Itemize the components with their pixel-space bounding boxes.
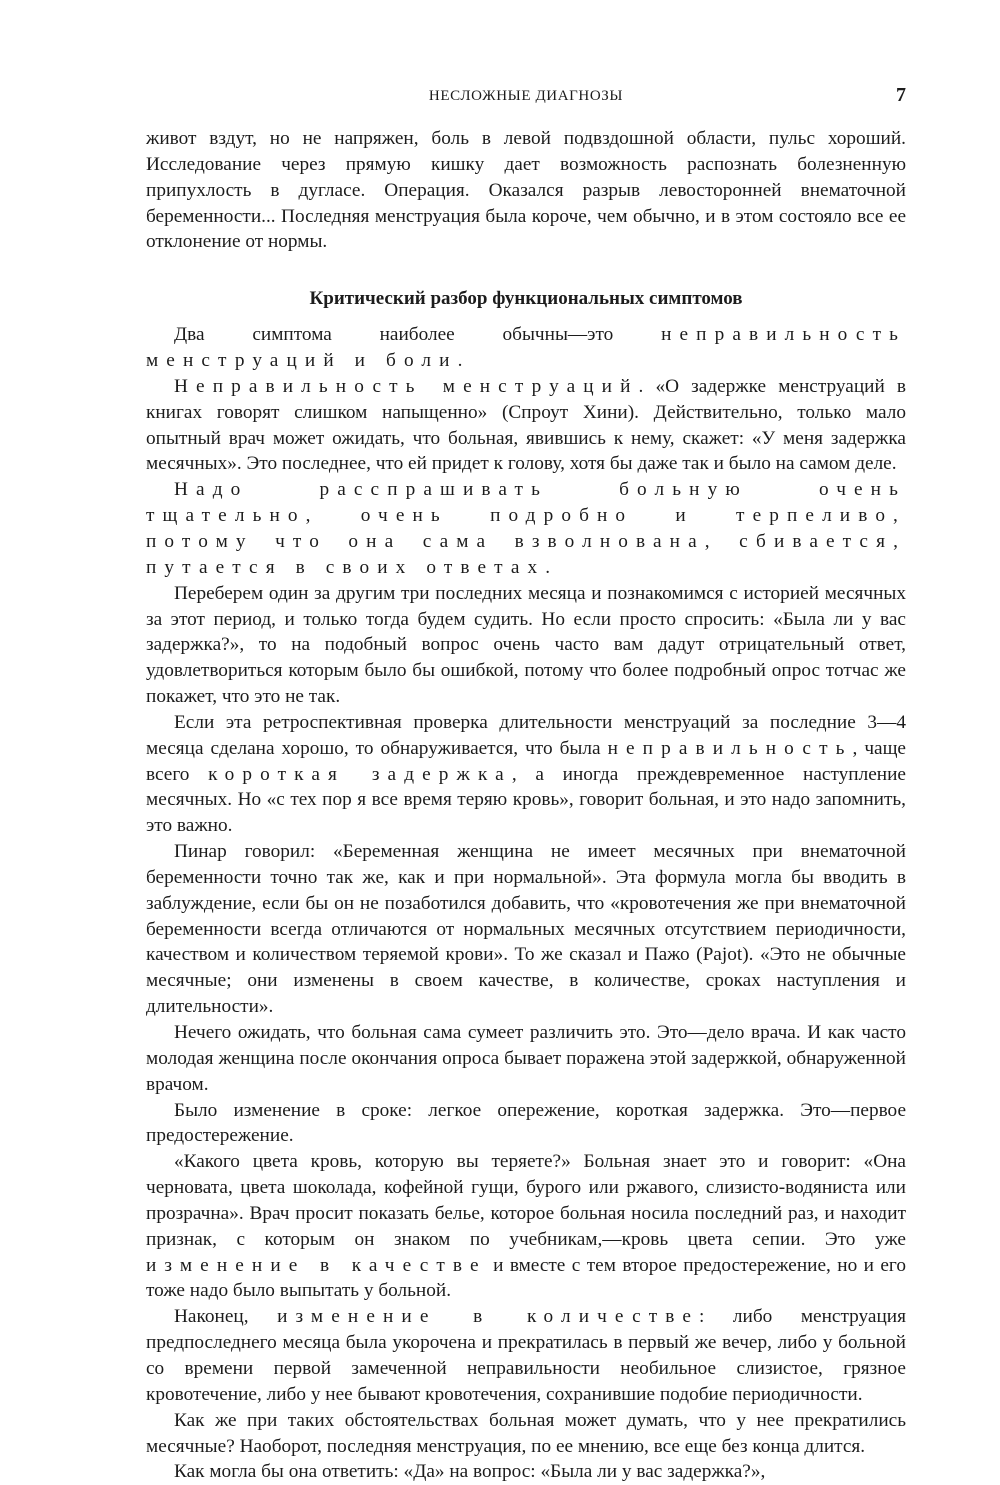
paragraph-patient-belief: Как же при таких обстоятельствах больная может думать, что у нее прекратились месячные? Наоборот, последняя менструация, по ее мнению, все еще без конца длится.	[146, 1409, 906, 1457]
paragraph-doctor-task: Нечего ожидать, что больная сама сумеет различить это. Это—дело врача. И как часто молодая женщина после окончания опроса бывает поражена этой задержкой, обнаруженной врачом.	[146, 1022, 906, 1095]
paragraph-quantity-change	[146, 1304, 906, 1407]
spaced-emphasis: неправильность менструаций и боли	[146, 324, 906, 372]
running-header	[146, 84, 906, 108]
spaced-emphasis: Надо расспрашивать больную очень тщательно, очень подробно и терпеливо, потому что она сама взволнована, сбивается, путается в своих ответах	[146, 479, 906, 578]
paragraph-careful-questioning	[146, 477, 906, 580]
paragraph-menstrual-irregularity	[146, 374, 906, 477]
text-run: Наконец,	[174, 1306, 278, 1328]
paragraph-last-line: Как могла бы она ответить: «Да» на вопрос: «Была ли у вас задержка?»,	[174, 1461, 766, 1483]
paragraph-two-symptoms	[146, 322, 906, 374]
text-run: .	[457, 350, 463, 372]
text-run: «Какого цвета кровь, которую вы теряете?» Больная знает это и говорит: «Она черновата, цвета шоколада, кофейной гущи, бурого или ржавого, слизисто-водяниста или прозрачна». Врач просит показать белье, которое больная носила последний раз, и находит признак, с которым он знаком по учебникам,—кровь цвета сепии. Это уже	[146, 1151, 906, 1250]
body-text	[146, 126, 906, 1485]
spaced-emphasis: изменение в количестве	[277, 1306, 700, 1328]
paragraph-first-warning: Было изменение в сроке: легкое опережение, короткая задержка. Это—первое предостережение.	[146, 1099, 906, 1147]
paragraph-retrospective-check	[146, 710, 906, 839]
spaced-emphasis: изменение в качестве	[146, 1254, 487, 1276]
text-run: Два симптома наиболее обычны—это	[174, 324, 662, 346]
page-number: 7	[896, 84, 906, 106]
paragraph-continuation: живот вздут, но не напряжен, боль в левой подвздошной области, пульс хороший. Исследование через прямую кишку дает возможность распознать болезненную припухлость в дугласе. Операция. Оказался разрыв левосторонней внематочной беременности... Последняя менструация была короче, чем обычно, и в этом состояло все ее отклонение от нормы.	[146, 128, 906, 253]
spaced-emphasis: неправильность	[607, 737, 853, 759]
text-run: Если эта ретроспективная проверка длительности менструаций за последние 3—4 месяца сделана хорошо, то обнаруживается, что была	[146, 711, 906, 759]
running-title: НЕСЛОЖНЫЕ ДИАГНОЗЫ	[428, 88, 624, 104]
paragraph-three-months: Переберем один за другим три последних месяца и познакомимся с историей месячных за этот период, и только тогда будем судить. Но если просто спросить: «Была ли у вас задержка?», то на подобный вопрос очень часто вам дадут отрицательный ответ, удовлетвориться которым было бы ошибкой, потому что более подробный опрос тотчас же покажет, что это не так.	[146, 582, 906, 708]
section-heading: Критический разбор функциональных симптомов	[309, 288, 743, 310]
paragraph-blood-color	[146, 1149, 906, 1304]
text-run: .	[545, 556, 551, 578]
spaced-emphasis: Неправильность менструаций	[174, 375, 639, 397]
paragraph-pinard-quote: Пинар говорил: «Беременная женщина не имеет месячных при внематочной беременности точно так же, как и при нормальной». Эта формула могла бы вводить в заблуждение, если бы он не позаботился добавить, что «кровотечения же при внематочной беременности всегда отличаются от нормальных месячных отсутствием периодичности, качеством и количеством теряемой крови». То же сказал и Пажо (Pajot). «Это не обычные месячные; они изменены в своем качестве, в количестве, сроках наступления и длительности».	[146, 841, 906, 1018]
text-run: : либо менструация предпоследнего месяца была укорочена и прекратилась в первый же вечер, либо у больной со времени первой замеченной неправильности необильное слизистое, грязное кровотечение, либо у нее бывают кровотечения, сохранившие подобие периодичности.	[146, 1306, 906, 1405]
spaced-emphasis: короткая задержка	[208, 763, 512, 785]
text-run: , чаще всего	[146, 737, 906, 785]
text-run: . «О задержке менструаций в книгах говорят слишком напыщенно» (Спроут Хини). Действительно, только мало опытный врач может ожидать, что больная, явившись к нему, скажет: «У меня задержка месячных». Это последнее, что ей придет к голову, хотя бы даже так и было на самом деле.	[146, 375, 906, 475]
text-run: , а иногда преждевременное наступление месячных. Но «с тех пор я все время теряю кровь», говорит больная, и это надо запомнить, это важно.	[146, 763, 906, 837]
text-run: и вместе с тем второе предостережение, но и его тоже надо было выпытать у больной.	[146, 1254, 906, 1302]
